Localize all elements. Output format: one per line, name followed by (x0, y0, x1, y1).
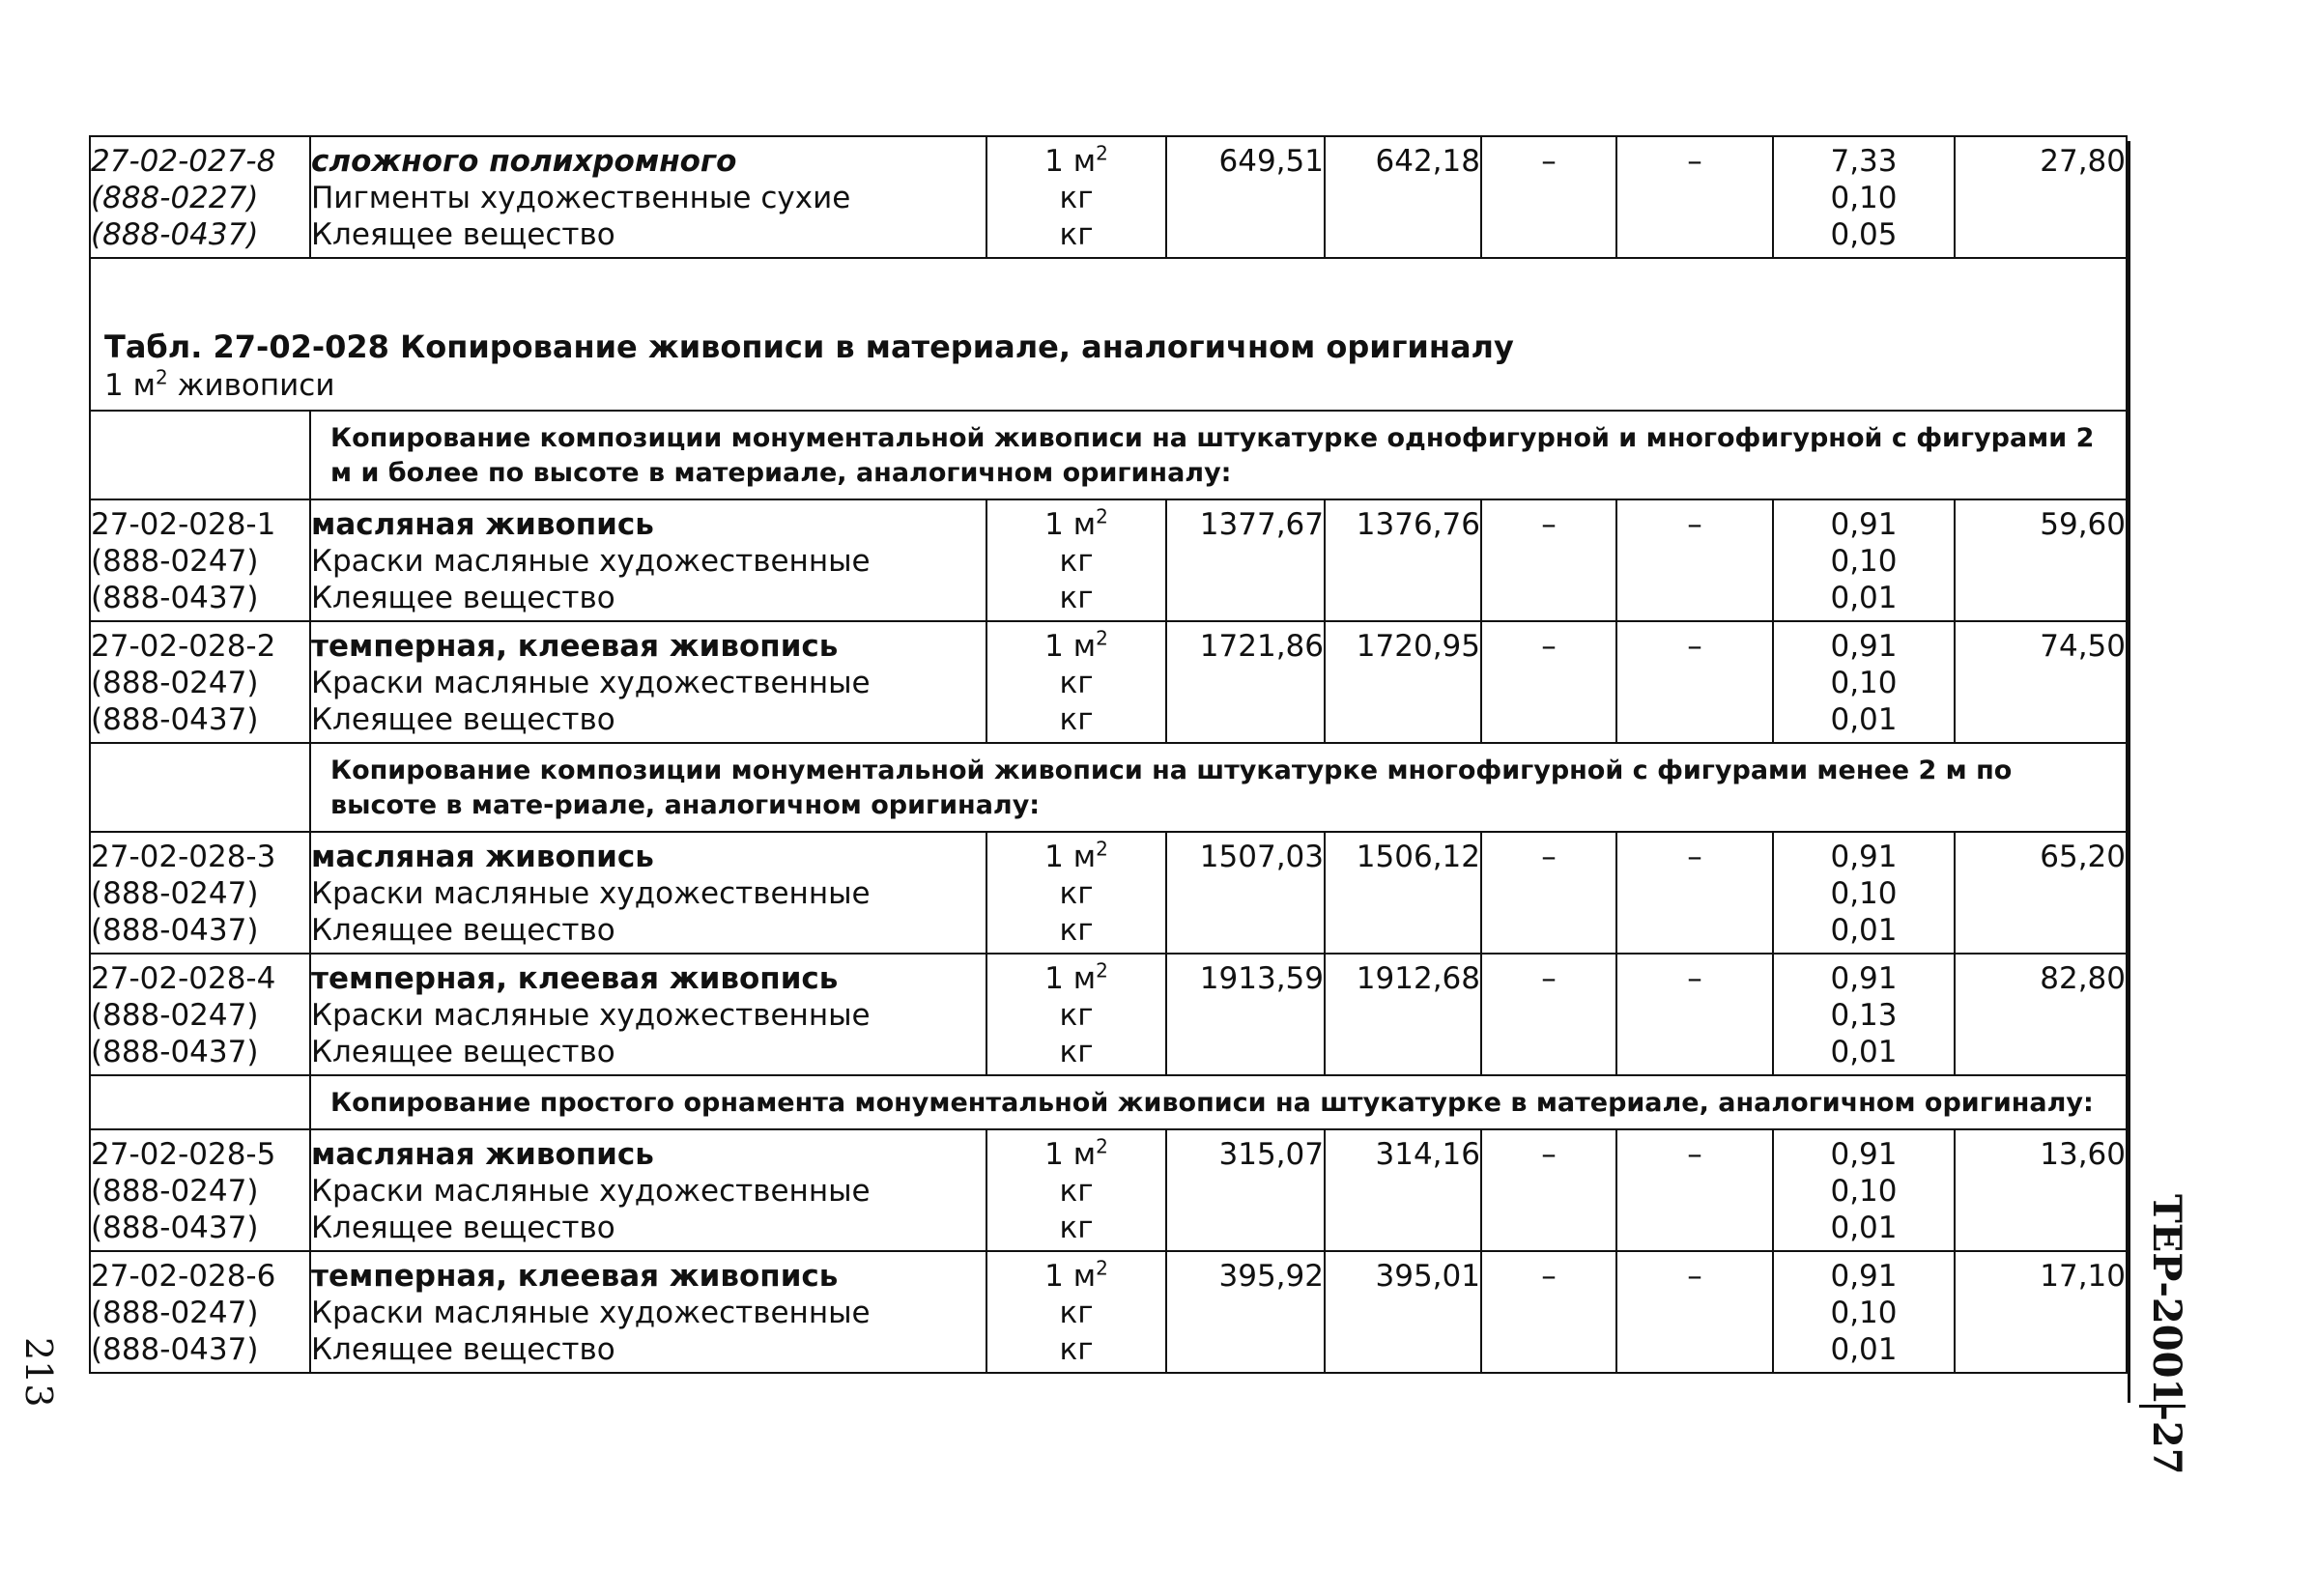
description-cell (310, 832, 986, 954)
material-name: Краски масляные художественные (311, 876, 871, 911)
unit: кг (1059, 1174, 1094, 1209)
work-name: темперная, клеевая живопись (311, 961, 839, 996)
value-cell: – (1481, 832, 1616, 954)
material-name: Клеящее вещество (311, 581, 615, 615)
value-cell: – (1616, 832, 1773, 954)
unit: кг (1059, 913, 1094, 948)
resource-code: (888-0437) (91, 1211, 259, 1245)
value-cell: 314,16 (1325, 1129, 1481, 1251)
rate-code: 27-02-027-8 (91, 144, 276, 179)
rate-code: 27-02-028-1 (91, 507, 276, 542)
value-line: 0,10 (1830, 666, 1898, 700)
rate-code: 27-02-028-4 (91, 961, 276, 996)
description-cell (310, 1129, 986, 1251)
table-row (90, 832, 2127, 954)
table-title-row (90, 258, 2127, 411)
resource-code: (888-0437) (91, 217, 259, 252)
unit-cell (986, 621, 1166, 743)
resource-code: (888-0247) (91, 544, 259, 579)
value-line: 7,33 (1830, 144, 1898, 179)
work-name: масляная живопись (311, 840, 654, 874)
measure-superscript: 2 (155, 365, 168, 389)
group-heading-row (90, 411, 2127, 499)
value-cell: 82,80 (1955, 954, 2127, 1075)
table-title-cell (90, 258, 2127, 411)
table-row (90, 621, 2127, 743)
value-cell: – (1616, 621, 1773, 743)
code-cell (90, 136, 310, 258)
value-cell (1773, 832, 1955, 954)
work-name: темперная, клеевая живопись (311, 629, 839, 664)
resource-code: (888-0437) (91, 913, 259, 948)
rates-table (89, 135, 2128, 1374)
value-cell: 1507,03 (1166, 832, 1325, 954)
unit: кг (1059, 217, 1094, 252)
material-name: Клеящее вещество (311, 702, 615, 737)
value-cell: 59,60 (1955, 499, 2127, 621)
unit: кг (1059, 666, 1094, 700)
resource-code: (888-0247) (91, 998, 259, 1033)
description-cell (310, 954, 986, 1075)
value-cell (1773, 1129, 1955, 1251)
group-empty-cell (90, 411, 310, 499)
material-name: Клеящее вещество (311, 1332, 615, 1367)
code-cell (90, 1251, 310, 1373)
unit: кг (1059, 1211, 1094, 1245)
unit: кг (1059, 181, 1094, 215)
value-cell: 13,60 (1955, 1129, 2127, 1251)
unit: кг (1059, 581, 1094, 615)
value-line: 0,91 (1830, 840, 1898, 874)
value-cell: – (1481, 499, 1616, 621)
material-name: Краски масляные художественные (311, 998, 871, 1033)
unit: 1 м (1044, 840, 1097, 874)
rate-code: 27-02-028-3 (91, 840, 276, 874)
unit: 1 м (1044, 1259, 1097, 1294)
value-cell: 1376,76 (1325, 499, 1481, 621)
table-row (90, 136, 2127, 258)
rate-code: 27-02-028-5 (91, 1137, 276, 1172)
unit: кг (1059, 1332, 1094, 1367)
value-cell: 1721,86 (1166, 621, 1325, 743)
page-number: 213 (17, 1337, 60, 1408)
work-name: масляная живопись (311, 1137, 654, 1172)
value-cell: – (1481, 1251, 1616, 1373)
table-measure-unit (104, 367, 2126, 404)
unit: кг (1059, 544, 1094, 579)
value-cell (1773, 499, 1955, 621)
resource-code: (888-0437) (91, 1035, 259, 1069)
resource-code: (888-0247) (91, 1296, 259, 1330)
resource-code: (888-0227) (91, 181, 259, 215)
value-line: 0,01 (1830, 1211, 1898, 1245)
value-cell (1773, 621, 1955, 743)
value-cell: 27,80 (1955, 136, 2127, 258)
material-name: Краски масляные художественные (311, 1296, 871, 1330)
rate-code: 27-02-028-2 (91, 629, 276, 664)
value-line: 0,91 (1830, 629, 1898, 664)
unit-superscript: 2 (1096, 504, 1108, 528)
value-cell: – (1481, 954, 1616, 1075)
value-cell: 1912,68 (1325, 954, 1481, 1075)
work-name: сложного полихромного (311, 144, 737, 179)
value-cell: – (1616, 136, 1773, 258)
value-cell: 315,07 (1166, 1129, 1325, 1251)
value-cell: 649,51 (1166, 136, 1325, 258)
resource-code: (888-0437) (91, 1332, 259, 1367)
value-line: 0,13 (1830, 998, 1898, 1033)
value-cell (1773, 136, 1955, 258)
unit-superscript: 2 (1096, 1256, 1108, 1280)
description-cell (310, 1251, 986, 1373)
measure-prefix: 1 м (104, 368, 156, 403)
unit-cell (986, 136, 1166, 258)
unit: кг (1059, 998, 1094, 1033)
unit-superscript: 2 (1096, 626, 1108, 650)
table-row (90, 499, 2127, 621)
value-cell: – (1481, 621, 1616, 743)
group-empty-cell (90, 1075, 310, 1129)
page-sheet (89, 135, 2126, 1374)
material-name: Клеящее вещество (311, 217, 615, 252)
value-line: 0,10 (1830, 876, 1898, 911)
unit: 1 м (1044, 961, 1097, 996)
unit: кг (1059, 702, 1094, 737)
value-cell: 642,18 (1325, 136, 1481, 258)
work-name: масляная живопись (311, 507, 654, 542)
description-cell (310, 499, 986, 621)
value-cell (1773, 954, 1955, 1075)
group-heading-row (90, 743, 2127, 832)
code-cell (90, 832, 310, 954)
unit-cell (986, 1251, 1166, 1373)
rate-code: 27-02-028-6 (91, 1259, 276, 1294)
value-line: 0,01 (1830, 1332, 1898, 1367)
measure-suffix: живописи (167, 368, 335, 403)
value-cell: 1506,12 (1325, 832, 1481, 954)
table-title: Табл. 27-02-028 Копирование живописи в материале, аналогичном оригиналу (104, 328, 1514, 365)
value-line: 0,10 (1830, 1174, 1898, 1209)
work-name: темперная, клеевая живопись (311, 1259, 839, 1294)
value-line: 0,01 (1830, 702, 1898, 737)
resource-code: (888-0247) (91, 1174, 259, 1209)
table-body (90, 136, 2127, 1373)
group-empty-cell (90, 743, 310, 832)
unit: кг (1059, 1035, 1094, 1069)
unit-superscript: 2 (1096, 837, 1108, 861)
unit-cell (986, 954, 1166, 1075)
unit-superscript: 2 (1096, 141, 1108, 165)
group-heading: Копирование композиции монументальной живописи на штукатурке однофигурной и многофигурной с фигурами 2 м и более по высоте в материале, аналогичном оригиналу: (310, 411, 2127, 499)
value-line: 0,91 (1830, 1137, 1898, 1172)
value-line: 0,91 (1830, 507, 1898, 542)
value-line: 0,10 (1830, 181, 1898, 215)
value-cell: 1377,67 (1166, 499, 1325, 621)
value-line: 0,01 (1830, 1035, 1898, 1069)
value-cell (1773, 1251, 1955, 1373)
code-cell (90, 499, 310, 621)
material-name: Краски масляные художественные (311, 544, 871, 579)
code-cell (90, 621, 310, 743)
material-name: Краски масляные художественные (311, 1174, 871, 1209)
value-line: 0,10 (1830, 1296, 1898, 1330)
document-code: ТЕР-2001-27 (2144, 1194, 2189, 1475)
material-name: Клеящее вещество (311, 913, 615, 948)
code-cell (90, 1129, 310, 1251)
table-row (90, 954, 2127, 1075)
material-name: Краски масляные художественные (311, 666, 871, 700)
unit: кг (1059, 1296, 1094, 1330)
value-line: 0,10 (1830, 544, 1898, 579)
resource-code: (888-0437) (91, 581, 259, 615)
unit: 1 м (1044, 144, 1097, 179)
table-row (90, 1251, 2127, 1373)
group-heading-row (90, 1075, 2127, 1129)
resource-code: (888-0247) (91, 876, 259, 911)
table-row (90, 1129, 2127, 1251)
value-cell: – (1616, 1251, 1773, 1373)
unit-superscript: 2 (1096, 958, 1108, 983)
material-name: Клеящее вещество (311, 1211, 615, 1245)
value-cell: – (1616, 499, 1773, 621)
material-name: Клеящее вещество (311, 1035, 615, 1069)
value-cell: 1720,95 (1325, 621, 1481, 743)
value-cell: – (1616, 954, 1773, 1075)
value-cell: 17,10 (1955, 1251, 2127, 1373)
side-rule (2128, 141, 2130, 1403)
material-name: Пигменты художественные сухие (311, 181, 851, 215)
group-heading: Копирование композиции монументальной живописи на штукатурке многофигурной с фигурами менее 2 м по высоте в мате-риале, аналогичном оригиналу: (310, 743, 2127, 832)
value-cell: – (1481, 1129, 1616, 1251)
value-cell: 65,20 (1955, 832, 2127, 954)
unit: кг (1059, 876, 1094, 911)
unit-cell (986, 1129, 1166, 1251)
description-cell (310, 136, 986, 258)
value-line: 0,91 (1830, 961, 1898, 996)
value-cell: 74,50 (1955, 621, 2127, 743)
value-line: 0,05 (1830, 217, 1898, 252)
value-line: 0,91 (1830, 1259, 1898, 1294)
value-line: 0,01 (1830, 581, 1898, 615)
unit-superscript: 2 (1096, 1134, 1108, 1158)
value-cell: 395,92 (1166, 1251, 1325, 1373)
value-cell: – (1481, 136, 1616, 258)
group-heading: Копирование простого орнамента монументальной живописи на штукатурке в материале, аналогичном оригиналу: (310, 1075, 2127, 1129)
code-cell (90, 954, 310, 1075)
value-cell: 395,01 (1325, 1251, 1481, 1373)
resource-code: (888-0247) (91, 666, 259, 700)
unit: 1 м (1044, 629, 1097, 664)
value-cell: 1913,59 (1166, 954, 1325, 1075)
unit-cell (986, 832, 1166, 954)
description-cell (310, 621, 986, 743)
resource-code: (888-0437) (91, 702, 259, 737)
unit: 1 м (1044, 1137, 1097, 1172)
unit: 1 м (1044, 507, 1097, 542)
value-cell: – (1616, 1129, 1773, 1251)
value-line: 0,01 (1830, 913, 1898, 948)
unit-cell (986, 499, 1166, 621)
